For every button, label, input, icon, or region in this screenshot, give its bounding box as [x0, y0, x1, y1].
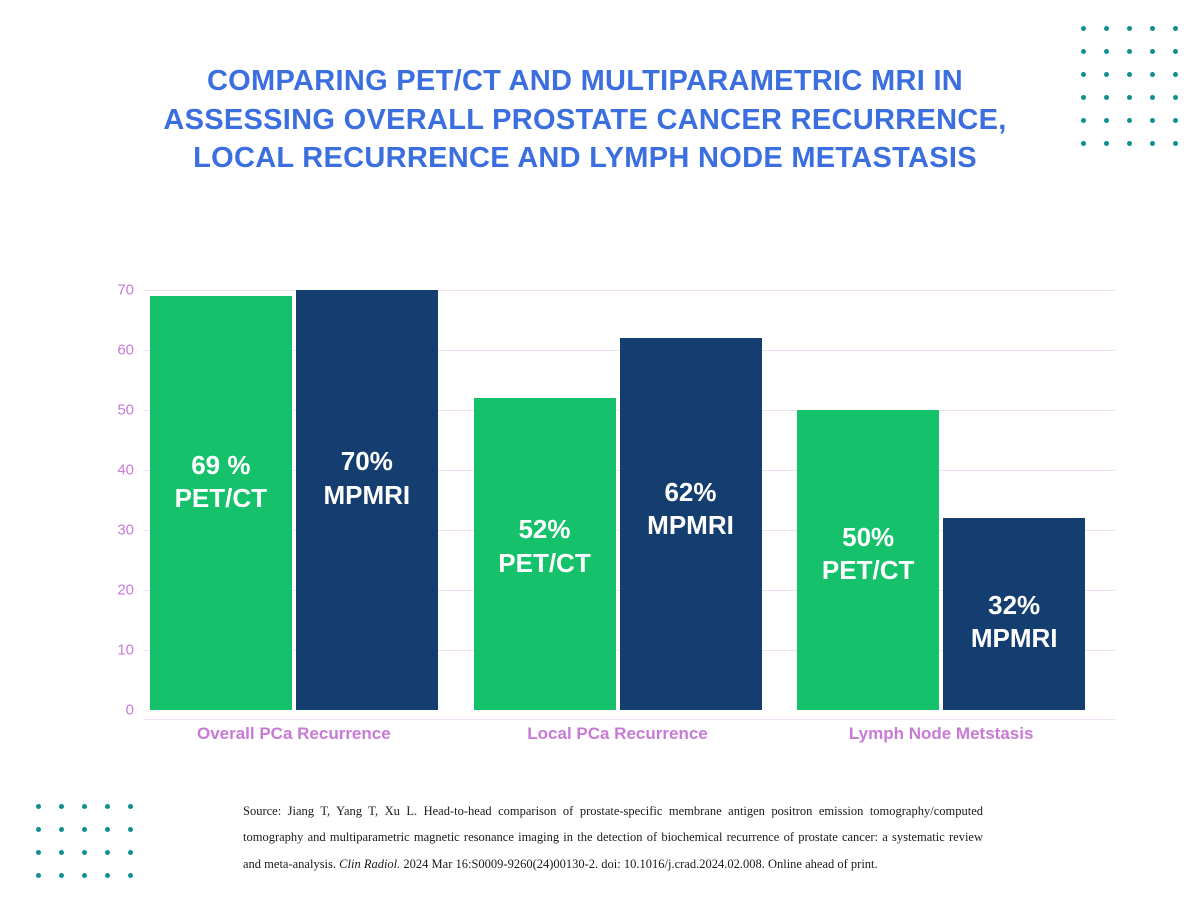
- dot: [59, 873, 64, 878]
- dot: [1127, 49, 1132, 54]
- y-axis: [100, 280, 144, 720]
- bar-value-label: 52%: [518, 514, 571, 545]
- bar-series-label: MPMRI: [323, 479, 411, 510]
- dot: [36, 804, 41, 809]
- dot: [128, 873, 133, 878]
- bar-value-label: 32%: [988, 590, 1041, 621]
- y-axis-tick-70: 70: [117, 281, 134, 299]
- dot: [82, 873, 87, 878]
- plot-area: [144, 280, 1115, 743]
- y-axis-tick-40: 40: [117, 461, 134, 479]
- dot: [59, 850, 64, 855]
- y-axis-tick-0: 0: [125, 701, 134, 719]
- y-axis-tick-30: 30: [117, 521, 134, 539]
- dot: [1173, 95, 1178, 100]
- dot: [82, 850, 87, 855]
- dot: [128, 804, 133, 809]
- dot: [82, 827, 87, 832]
- dot: [1173, 141, 1178, 146]
- dot: [1104, 26, 1109, 31]
- dot: [1173, 26, 1178, 31]
- source-text-part2: 2024 Mar 16:S0009-9260(24)00130-2. doi: 10.1016/j.crad.2024.02.008. Online ahead of print.: [403, 856, 878, 871]
- dot: [36, 827, 41, 832]
- dot: [36, 850, 41, 855]
- dot: [105, 873, 110, 878]
- dot: [1150, 49, 1155, 54]
- bar-value-label: 50%: [842, 522, 895, 552]
- bar-mpmri-0[interactable]: [296, 290, 438, 710]
- bar-mpmri-1[interactable]: [620, 338, 762, 710]
- bar-mpmri-2[interactable]: [943, 518, 1085, 710]
- bar-series-label: PET/CT: [498, 547, 591, 578]
- bar-chart: [100, 280, 1115, 743]
- bar-value-label: 70%: [340, 446, 393, 477]
- dot: [1150, 26, 1155, 31]
- source-journal: Clin Radiol.: [339, 856, 401, 871]
- dot: [1127, 26, 1132, 31]
- bar-series-label: MPMRI: [970, 623, 1058, 654]
- gridline-70: [144, 290, 1115, 291]
- dot: [1173, 118, 1178, 123]
- page-title-line-1: COMPARING PET/CT AND MULTIPARAMETRIC MRI IN: [206, 65, 964, 97]
- bar-pet-ct-1[interactable]: [474, 398, 616, 710]
- axis-baseline: [144, 719, 1115, 720]
- dot: [105, 827, 110, 832]
- dot: [82, 804, 87, 809]
- x-axis-group-label-0: Overall PCa Recurrence: [196, 724, 391, 743]
- dot: [105, 850, 110, 855]
- decorative-dot-grid-bottom-left: [36, 804, 133, 878]
- y-axis-tick-60: 60: [117, 341, 134, 359]
- bar-series-label: PET/CT: [821, 555, 915, 586]
- dot: [128, 850, 133, 855]
- bar-series-label: MPMRI: [647, 509, 734, 540]
- y-axis-tick-50: 50: [117, 401, 134, 419]
- dot: [1173, 49, 1178, 54]
- source-text-part1: Source: Jiang T, Yang T, Xu L. Head-to-head comparison of prostate-specific membrane antigen positron emission tomography/computed tomography and multiparametric magnetic resonance imaging in the detection of biochemical recurrence of prostate cancer: a systematic review and meta-analysis.: [243, 804, 983, 871]
- dot: [1081, 26, 1086, 31]
- source-citation: [243, 798, 983, 877]
- bar-value-label: 69 %: [191, 450, 251, 481]
- x-axis-group-label-2: Lymph Node Metstasis: [848, 724, 1034, 743]
- page-title-line-2: ASSESSING OVERALL PROSTATE CANCER RECURRENCE,: [163, 103, 1007, 136]
- bar-pet-ct-0[interactable]: [150, 296, 292, 710]
- dot: [36, 873, 41, 878]
- y-axis-tick-10: 10: [117, 641, 134, 659]
- dot: [128, 827, 133, 832]
- y-axis-tick-20: 20: [117, 581, 134, 599]
- dot: [1104, 49, 1109, 54]
- bar-pet-ct-2[interactable]: [797, 410, 939, 710]
- dot: [1081, 49, 1086, 54]
- dot: [105, 804, 110, 809]
- dot: [59, 804, 64, 809]
- bar-series-label: PET/CT: [174, 483, 268, 514]
- page-title: [0, 62, 1170, 178]
- dot: [1173, 72, 1178, 77]
- dot: [59, 827, 64, 832]
- page-title-line-3: LOCAL RECURRENCE AND LYMPH NODE METASTASIS: [193, 142, 977, 175]
- x-axis-group-label-1: Local PCa Recurrence: [527, 724, 708, 743]
- bar-value-label: 62%: [664, 476, 717, 507]
